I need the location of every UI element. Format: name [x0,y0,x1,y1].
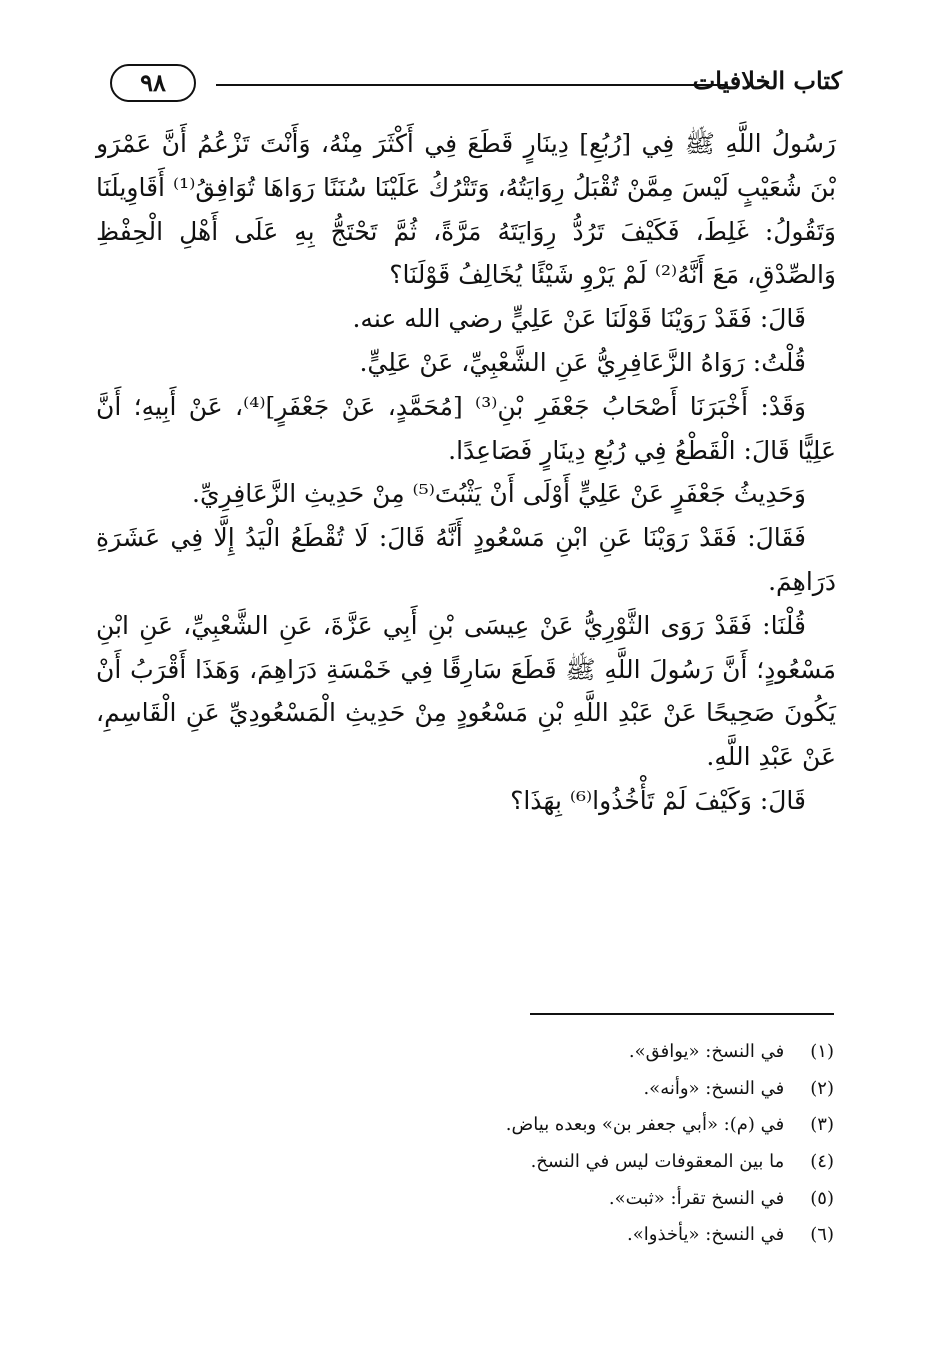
paragraph: فَقَالَ: فَقَدْ رَوَيْنَا عَنِ ابْنِ مَسْعُودٍ أَنَّهُ قَالَ: لَا تُقْطَعُ الْيَدُ إِلَّا فِي عَشَرَةِ دَرَاهِمَ. [96,523,836,596]
footnote-number: (٣) [810,1114,834,1136]
footnote-text: ما بين المعقوفات ليس في النسخ. [530,1151,785,1173]
footnote-number: (١) [810,1041,834,1062]
book-title: كتاب الخلافيات [692,66,842,95]
page-number: ٩٨ [110,64,196,102]
footnote-text: في النسخ تقرأ: «ثبت». [608,1187,785,1209]
footnote [300,1217,834,1254]
footnote-text: في النسخ: «يوافق». [628,1041,785,1062]
footnote [300,1107,834,1144]
footnote-text: في النسخ: «يأخذوا». [627,1224,785,1246]
footnotes [300,1034,834,1254]
header-rule [216,84,728,86]
paragraph: قَالَ: وَكَيْفَ لَمْ تَأْخُذُوا⁽⁶⁾ بِهَذَا؟ [510,785,806,815]
footnote-number: (٢) [810,1077,834,1099]
paragraph: وَحَدِيثُ جَعْفَرٍ عَنْ عَلِيٍّ أَوْلَى أَنْ يَثْبُتَ⁽⁵⁾ مِنْ حَدِيثِ الزَّعَافِرِيِّ. [192,479,806,509]
footnote [300,1144,834,1181]
footnote-number: (٤) [810,1151,834,1173]
page-header [88,62,848,108]
footnote-separator [530,1013,834,1015]
paragraph: قُلْتُ: رَوَاهُ الزَّعَافِرِيُّ عَنِ الشَّعْبِيِّ، عَنْ عَلِيٍّ. [359,347,806,377]
footnote-number: (٦) [810,1224,834,1246]
footnote [300,1034,834,1071]
paragraph: رَسُولُ اللَّهِ ﷺ فِي [رُبُعِ] دِينَارٍ قَطَعَ فِي أَكْثَرَ مِنْهُ، وَأَنْتَ تَزْعُمُ أَنَّ عَمْرَو بْنَ شُعَيْبٍ لَيْسَ مِمَّنْ تُقْبَلُ رِوَايَتُهُ، وَتَتْرُكُ عَلَيْنَا سُنَنًا رَوَاهَا تُوَافِقُ⁽¹⁾ أَقَاوِيلَنَا وَتَقُولُ: غَلِطَ، فَكَيْفَ تَرُدُّ رِوَايَتَهُ مَرَّةً، ثُمَّ تَحْتَجُّ بِهِ عَلَى أَهْلِ الْحِفْظِ وَالصِّدْقِ، مَعَ أَنَّهُ⁽²⁾ لَمْ يَرْوِ شَيْئًا يُخَالِفُ قَوْلَنَا؟ [96,129,836,290]
paragraph: قُلْنَا: فَقَدْ رَوَى الثَّوْرِيُّ عَنْ عِيسَى بْنِ أَبِي عَزَّةَ، عَنِ الشَّعْبِيِّ، عَنِ ابْنِ مَسْعُودٍ؛ أَنَّ رَسُولَ اللَّهِ ﷺ قَطَعَ سَارِقًا فِي خَمْسَةِ دَرَاهِمَ، وَهَذَا أَقْرَبُ أَنْ يَكُونَ صَحِيحًا عَنْ عَبْدِ اللَّهِ بْنِ مَسْعُودٍ مِنْ حَدِيثِ الْمَسْعُودِيِّ عَنِ الْقَاسِمِ، عَنْ عَبْدِ اللَّهِ. [96,610,836,772]
paragraph: وَقَدْ: أَخْبَرَنَا أَصْحَابُ جَعْفَرِ بْنِ⁽³⁾ [مُحَمَّدٍ، عَنْ جَعْفَرٍ]⁽⁴⁾، عَنْ أَبِيهِ؛ أَنَّ عَلِيًّا قَالَ: الْقَطْعُ فِي رُبُعِ دِينَارٍ فَصَاعِدًا. [96,391,836,465]
paragraph: قَالَ: فَقَدْ رَوَيْنَا قَوْلَنَا عَنْ عَلِيٍّ رضي الله عنه. [352,304,806,334]
footnote-text: في النسخ: «وأنه». [643,1077,785,1099]
footnote [300,1181,834,1218]
footnote [300,1071,834,1108]
main-text [96,122,836,823]
footnote-text: في (م): «أبي جعفر بن» وبعده بياض. [505,1114,785,1136]
footnote-number: (٥) [810,1187,834,1209]
